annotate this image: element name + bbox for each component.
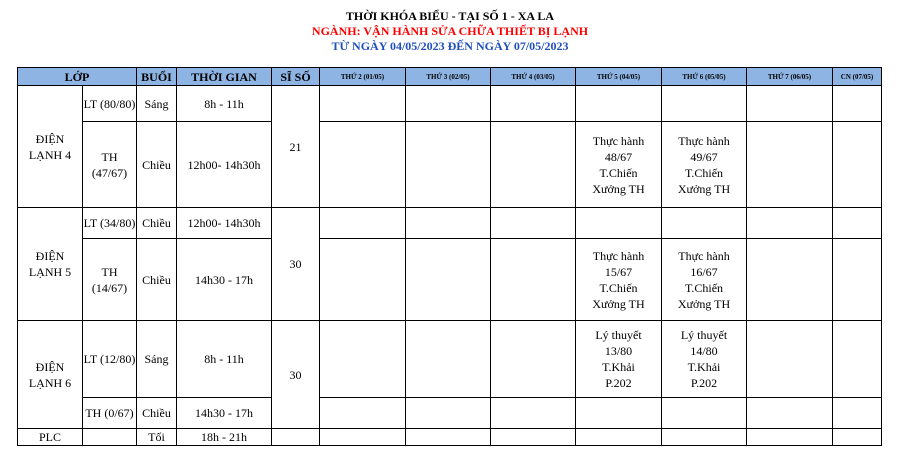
header-row xyxy=(18,68,882,86)
time: 14h30 - 17h xyxy=(177,239,272,321)
session: Chiều xyxy=(137,398,177,429)
schedule-cell xyxy=(406,208,491,239)
session: Chiều xyxy=(137,208,177,239)
column-header-thoigian: THỜI GIAN xyxy=(177,68,272,86)
schedule-cell xyxy=(833,398,882,429)
schedule-cell xyxy=(491,429,576,446)
schedule-cell xyxy=(662,208,747,239)
table-row xyxy=(18,208,882,239)
schedule-cell xyxy=(833,239,882,321)
column-header-day: THỨ 5 (04/05) xyxy=(576,68,662,86)
schedule-cell xyxy=(491,208,576,239)
schedule-table xyxy=(17,67,882,446)
schedule-cell xyxy=(662,429,747,446)
schedule-cell xyxy=(406,122,491,208)
headcount: 30 xyxy=(272,208,320,321)
subclass: TH (47/67) xyxy=(83,122,137,208)
schedule-cell xyxy=(747,208,833,239)
schedule-cell xyxy=(576,208,662,239)
table-row xyxy=(18,239,882,321)
schedule-cell xyxy=(406,239,491,321)
schedule-cell xyxy=(491,86,576,122)
column-header-buoi: BUỔI xyxy=(137,68,177,86)
schedule-cell xyxy=(833,321,882,398)
column-header-day: THỨ 3 (02/05) xyxy=(406,68,491,86)
time: 8h - 11h xyxy=(177,86,272,122)
schedule-cell: Thực hành 48/67 T.Chiến Xưởng TH xyxy=(576,122,662,208)
schedule-cell xyxy=(747,429,833,446)
schedule-cell xyxy=(833,86,882,122)
schedule-cell xyxy=(576,429,662,446)
time: 12h00- 14h30h xyxy=(177,208,272,239)
schedule-cell xyxy=(491,321,576,398)
subclass xyxy=(83,429,137,446)
column-header-lop: LỚP xyxy=(18,68,137,86)
schedule-cell xyxy=(406,429,491,446)
table-row xyxy=(18,86,882,122)
session: Tối xyxy=(137,429,177,446)
headcount: 30 xyxy=(272,321,320,429)
table-row xyxy=(18,429,882,446)
session: Sáng xyxy=(137,321,177,398)
table-row xyxy=(18,398,882,429)
schedule-cell xyxy=(662,398,747,429)
time: 18h - 21h xyxy=(177,429,272,446)
schedule-cell: Thực hành 16/67 T.Chiến Xưởng TH xyxy=(662,239,747,321)
schedule-cell xyxy=(833,429,882,446)
column-header-day: THỨ 6 (05/05) xyxy=(662,68,747,86)
headcount xyxy=(272,429,320,446)
time: 12h00- 14h30h xyxy=(177,122,272,208)
schedule-cell: Lý thuyết 13/80 T.Khải P.202 xyxy=(576,321,662,398)
table-row xyxy=(18,122,882,208)
schedule-cell xyxy=(747,321,833,398)
document-title: THỜI KHÓA BIỂU - TẠI SỐ 1 - XA LA xyxy=(345,9,555,23)
date-range: TỪ NGÀY 04/05/2023 ĐẾN NGÀY 07/05/2023 xyxy=(331,39,569,53)
schedule-cell xyxy=(320,321,406,398)
schedule-cell xyxy=(491,122,576,208)
schedule-cell xyxy=(747,239,833,321)
class-name: ĐIỆN LẠNH 4 xyxy=(18,86,83,208)
schedule-cell: Thực hành 49/67 T.Chiến Xưởng TH xyxy=(662,122,747,208)
schedule-cell xyxy=(491,239,576,321)
column-header-day: THỨ 2 (01/05) xyxy=(320,68,406,86)
schedule-cell xyxy=(406,321,491,398)
document-header xyxy=(0,0,900,54)
time: 14h30 - 17h xyxy=(177,398,272,429)
subclass: TH (14/67) xyxy=(83,239,137,321)
schedule-cell xyxy=(576,398,662,429)
major-title: NGÀNH: VẬN HÀNH SỬA CHỮA THIẾT BỊ LẠNH xyxy=(311,24,589,38)
schedule-cell xyxy=(833,208,882,239)
schedule-cell xyxy=(662,86,747,122)
schedule-cell xyxy=(320,239,406,321)
schedule-cell xyxy=(320,122,406,208)
schedule-cell: Thực hành 15/67 T.Chiến Xưởng TH xyxy=(576,239,662,321)
class-name: PLC xyxy=(18,429,83,446)
schedule-cell xyxy=(747,86,833,122)
schedule-cell xyxy=(320,398,406,429)
schedule-cell xyxy=(491,398,576,429)
column-header-day: CN (07/05) xyxy=(833,68,882,86)
schedule-cell xyxy=(406,86,491,122)
time: 8h - 11h xyxy=(177,321,272,398)
schedule-cell: Lý thuyết 14/80 T.Khải P.202 xyxy=(662,321,747,398)
class-name: ĐIỆN LẠNH 5 xyxy=(18,208,83,321)
schedule-cell xyxy=(747,122,833,208)
subclass: TH (0/67) xyxy=(83,398,137,429)
subclass: LT (80/80) xyxy=(83,86,137,122)
schedule-cell xyxy=(320,208,406,239)
table-row xyxy=(18,321,882,398)
schedule-cell xyxy=(320,86,406,122)
column-header-day: THỨ 7 (06/05) xyxy=(747,68,833,86)
headcount: 21 xyxy=(272,86,320,208)
session: Sáng xyxy=(137,86,177,122)
subclass: LT (12/80) xyxy=(83,321,137,398)
subclass: LT (34/80) xyxy=(83,208,137,239)
session: Chiều xyxy=(137,122,177,208)
session: Chiều xyxy=(137,239,177,321)
schedule-cell xyxy=(406,398,491,429)
schedule-cell xyxy=(747,398,833,429)
column-header-siso: SĨ SỐ xyxy=(272,68,320,86)
column-header-day: THỨ 4 (03/05) xyxy=(491,68,576,86)
schedule-cell xyxy=(320,429,406,446)
schedule-cell xyxy=(576,86,662,122)
schedule-cell xyxy=(833,122,882,208)
class-name: ĐIỆN LẠNH 6 xyxy=(18,321,83,429)
